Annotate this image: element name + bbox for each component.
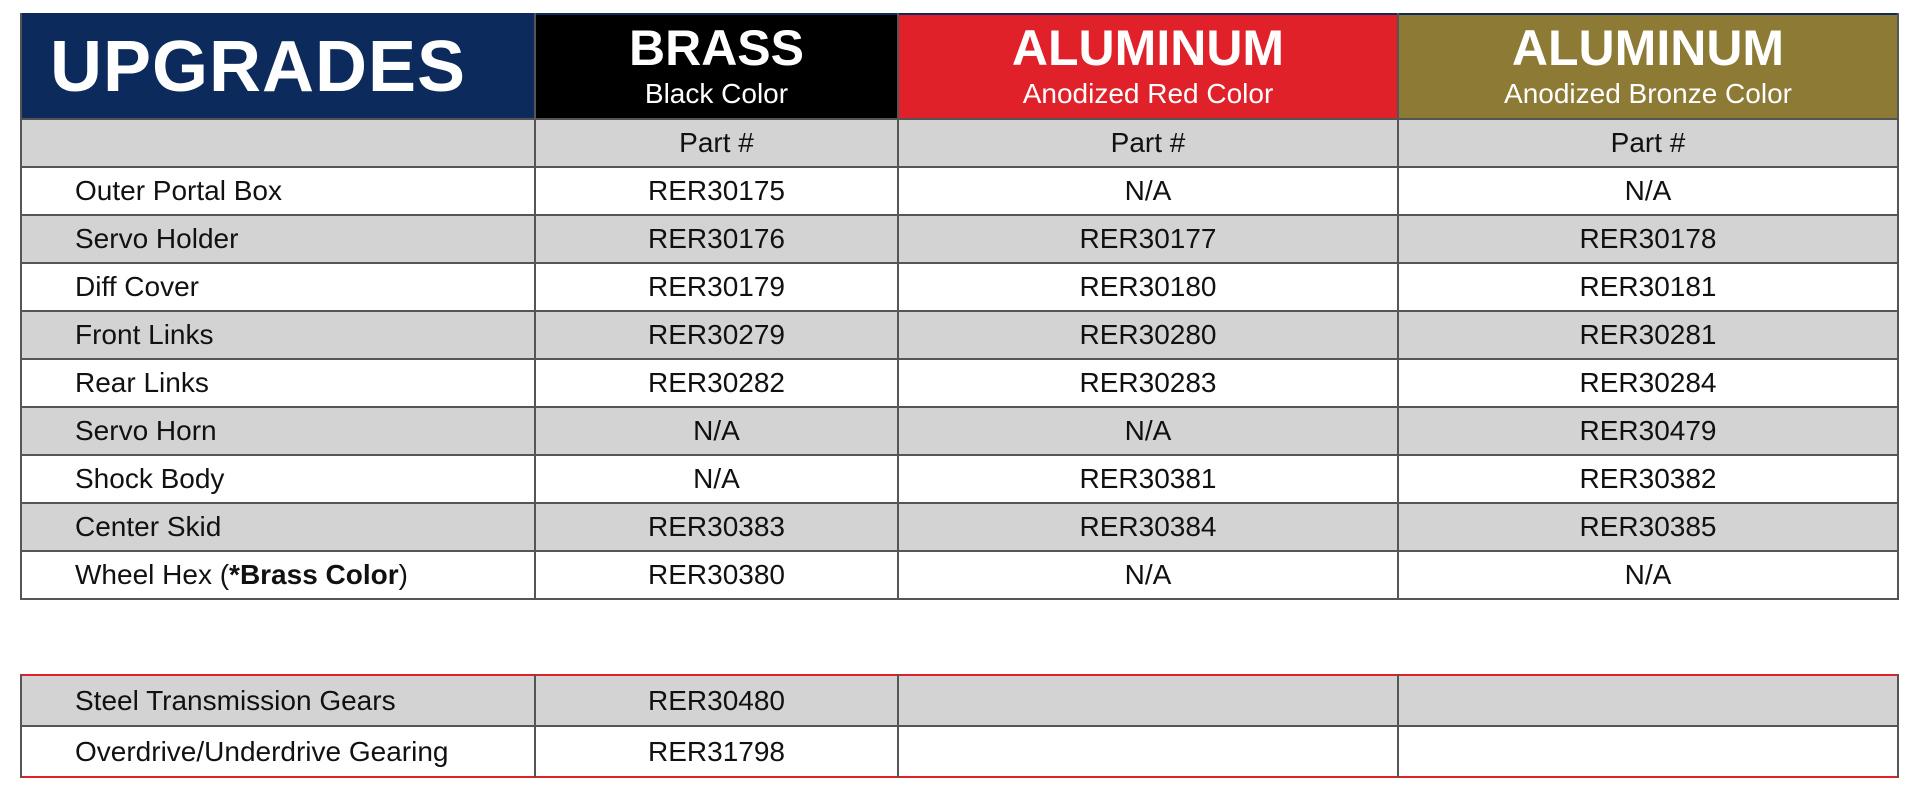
red-part: RER30381	[898, 455, 1398, 503]
red-finish: Anodized Red Color	[1022, 77, 1274, 109]
item-label: Outer Portal Box	[21, 167, 535, 215]
table-row	[21, 263, 1898, 311]
table-row	[21, 359, 1898, 407]
item-label-bold: *Brass Color	[229, 559, 399, 590]
brass-part: RER30175	[535, 167, 898, 215]
item-label: Front Links	[21, 311, 535, 359]
extra-upgrades-table	[20, 674, 1899, 778]
red-header	[898, 14, 1398, 119]
bronze-part: RER30385	[1398, 503, 1898, 551]
red-part: RER30280	[898, 311, 1398, 359]
red-part: RER30384	[898, 503, 1398, 551]
brass-finish: Black Color	[644, 77, 789, 109]
brass-part: RER30282	[535, 359, 898, 407]
item-label: Shock Body	[21, 455, 535, 503]
table-row	[21, 675, 1898, 726]
bronze-part: RER30284	[1398, 359, 1898, 407]
red-part: RER30177	[898, 215, 1398, 263]
brass-part: RER30383	[535, 503, 898, 551]
item-label: Rear Links	[21, 359, 535, 407]
part-label: Part #	[1398, 119, 1898, 167]
bronze-header	[1398, 14, 1898, 119]
red-part: N/A	[898, 167, 1398, 215]
header-row	[21, 14, 1898, 119]
brass-part: N/A	[535, 455, 898, 503]
red-part: RER30180	[898, 263, 1398, 311]
item-label-suffix: )	[398, 559, 408, 590]
item-label: Overdrive/Underdrive Gearing	[21, 726, 535, 777]
brass-part: RER30176	[535, 215, 898, 263]
bronze-part: RER30178	[1398, 215, 1898, 263]
table-title: UPGRADES	[50, 26, 467, 107]
item-label	[21, 551, 535, 599]
brass-part: RER30480	[535, 675, 898, 726]
item-label: Center Skid	[21, 503, 535, 551]
red-part: N/A	[898, 551, 1398, 599]
table-row	[21, 407, 1898, 455]
item-label: Steel Transmission Gears	[21, 675, 535, 726]
title-cell	[21, 14, 535, 119]
brass-part: RER30279	[535, 311, 898, 359]
bronze-part: RER30181	[1398, 263, 1898, 311]
part-label: Part #	[898, 119, 1398, 167]
table-row	[21, 167, 1898, 215]
bronze-material: ALUMINUM	[1511, 19, 1785, 76]
table-row	[21, 726, 1898, 777]
item-label: Servo Holder	[21, 215, 535, 263]
part-label: Part #	[535, 119, 898, 167]
brass-header	[535, 14, 898, 119]
red-part: N/A	[898, 407, 1398, 455]
brass-part: N/A	[535, 407, 898, 455]
bronze-part: N/A	[1398, 551, 1898, 599]
red-material: ALUMINUM	[1011, 19, 1285, 76]
table-row	[21, 215, 1898, 263]
brass-part: RER30380	[535, 551, 898, 599]
part-label-row	[21, 119, 1898, 167]
table-row	[21, 311, 1898, 359]
item-label: Diff Cover	[21, 263, 535, 311]
bronze-part: N/A	[1398, 167, 1898, 215]
table-row	[21, 503, 1898, 551]
bronze-part: RER30281	[1398, 311, 1898, 359]
table-row	[21, 455, 1898, 503]
brass-material: BRASS	[628, 19, 805, 76]
item-label: Servo Horn	[21, 407, 535, 455]
empty-cell	[1398, 675, 1898, 726]
table-row	[21, 551, 1898, 599]
brass-part: RER31798	[535, 726, 898, 777]
upgrades-table	[20, 13, 1899, 600]
bronze-part: RER30382	[1398, 455, 1898, 503]
empty-cell	[898, 726, 1398, 777]
bronze-part: RER30479	[1398, 407, 1898, 455]
item-label-prefix: Wheel Hex (	[75, 559, 230, 590]
empty-cell	[1398, 726, 1898, 777]
brass-part: RER30179	[535, 263, 898, 311]
empty-cell	[898, 675, 1398, 726]
empty-cell	[21, 119, 535, 167]
red-part: RER30283	[898, 359, 1398, 407]
bronze-finish: Anodized Bronze Color	[1504, 77, 1792, 109]
